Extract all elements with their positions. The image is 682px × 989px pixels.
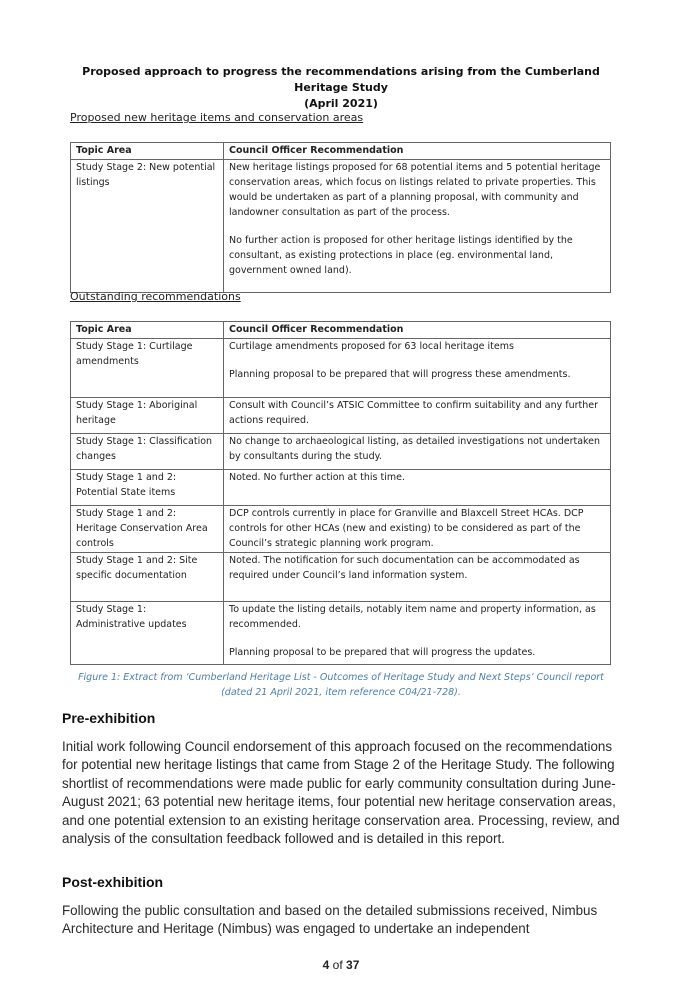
header-topic-area: Topic Area <box>71 143 224 160</box>
topic-cell: Study Stage 1: Classification changes <box>71 434 224 470</box>
document-title-line1: Proposed approach to progress the recommendations arising from the Cumberland Heritage Study <box>82 65 600 94</box>
figure-caption-line2: (dated 21 April 2021, item reference C04/21-728). <box>221 687 461 698</box>
recommendation-cell: Consult with Council’s ATSIC Committee to confirm suitability and any further actions required. <box>224 398 611 434</box>
outstanding-recommendations-table <box>70 321 611 665</box>
paragraph-pre-exhibition: Initial work following Council endorsement of this approach focused on the recommendations for potential new heritage listings that came from Stage 2 of the Heritage Study. The following shortlist of recommendations were made public for early community consultation during June-August 2021; 63 potential new heritage items, four potential new heritage conservation areas, and one potential extension to an existing heritage conservation area. Processing, review, and analysis of the consultation feedback followed and is detailed in this report. <box>62 739 620 847</box>
table-row <box>71 398 611 434</box>
recommendation-cell <box>224 339 611 398</box>
topic-cell: Study Stage 1: Curtilage amendments <box>71 339 224 398</box>
recommendation-cell: DCP controls currently in place for Granville and Blaxcell Street HCAs. DCP controls for other HCAs (new and existing) to be considered as part of the Council’s strategic planning work program. <box>224 506 611 553</box>
paragraph-post-exhibition: Following the public consultation and based on the detailed submissions received, Nimbus Architecture and Heritage (Nimbus) was engaged to undertake an independent <box>62 903 598 937</box>
topic-cell: Study Stage 1: Administrative updates <box>71 602 224 665</box>
recommendation-text: Curtilage amendments proposed for 63 local heritage items <box>229 341 514 352</box>
section-heading-outstanding: Outstanding recommendations <box>70 290 241 303</box>
recommendation-text: New heritage listings proposed for 68 potential items and 5 potential heritage conservation areas, which focus on listings related to private properties. This would be undertaken as part of a planning proposal, with community and landowner consultation as part of the process. <box>229 162 601 218</box>
header-recommendation: Council Officer Recommendation <box>224 143 611 160</box>
figure-caption-line1: Figure 1: Extract from ‘Cumberland Heritage List - Outcomes of Heritage Study and Next Steps’ Council report <box>78 672 604 683</box>
topic-cell: Study Stage 1 and 2: Heritage Conservation Area controls <box>71 506 224 553</box>
recommendation-text: To update the listing details, notably item name and property information, as recommended. <box>229 604 596 630</box>
table-row <box>71 339 611 398</box>
recommendation-text: Planning proposal to be prepared that will progress the updates. <box>229 647 536 658</box>
figure-caption <box>62 670 620 700</box>
table-row <box>71 602 611 665</box>
topic-cell: Study Stage 1 and 2: Potential State items <box>71 470 224 506</box>
table-row <box>71 160 611 293</box>
document-title <box>62 64 620 112</box>
recommendation-cell <box>224 602 611 665</box>
table-header-row <box>71 143 611 160</box>
table-header-row <box>71 322 611 339</box>
section-heading-new-items: Proposed new heritage items and conservation areas <box>70 111 364 124</box>
table-row <box>71 470 611 506</box>
heading-pre-exhibition: Pre-exhibition <box>62 710 156 726</box>
page-current: 4 <box>322 958 330 972</box>
topic-cell: Study Stage 1 and 2: Site specific documentation <box>71 553 224 602</box>
recommendation-text: Planning proposal to be prepared that will progress these amendments. <box>229 369 571 380</box>
page-number <box>0 958 682 972</box>
table-row <box>71 553 611 602</box>
page-total: 37 <box>346 958 360 972</box>
new-items-table <box>70 142 611 293</box>
recommendation-cell: No change to archaeological listing, as detailed investigations not undertaken by consultants during the study. <box>224 434 611 470</box>
header-topic-area: Topic Area <box>71 322 224 339</box>
table-row <box>71 506 611 553</box>
recommendation-cell: Noted. No further action at this time. <box>224 470 611 506</box>
recommendation-text: No further action is proposed for other heritage listings identified by the consultant, as existing protections in place (eg. environmental land, government owned land). <box>229 235 573 276</box>
recommendation-cell: Noted. The notification for such documentation can be accommodated as required under Council’s land information system. <box>224 553 611 602</box>
document-title-line2: (April 2021) <box>304 97 378 110</box>
page-of: of <box>332 958 343 972</box>
topic-cell: Study Stage 1: Aboriginal heritage <box>71 398 224 434</box>
header-recommendation: Council Officer Recommendation <box>224 322 611 339</box>
table-row <box>71 434 611 470</box>
recommendation-cell <box>224 160 611 293</box>
heading-post-exhibition: Post-exhibition <box>62 874 164 890</box>
topic-cell: Study Stage 2: New potential listings <box>71 160 224 293</box>
